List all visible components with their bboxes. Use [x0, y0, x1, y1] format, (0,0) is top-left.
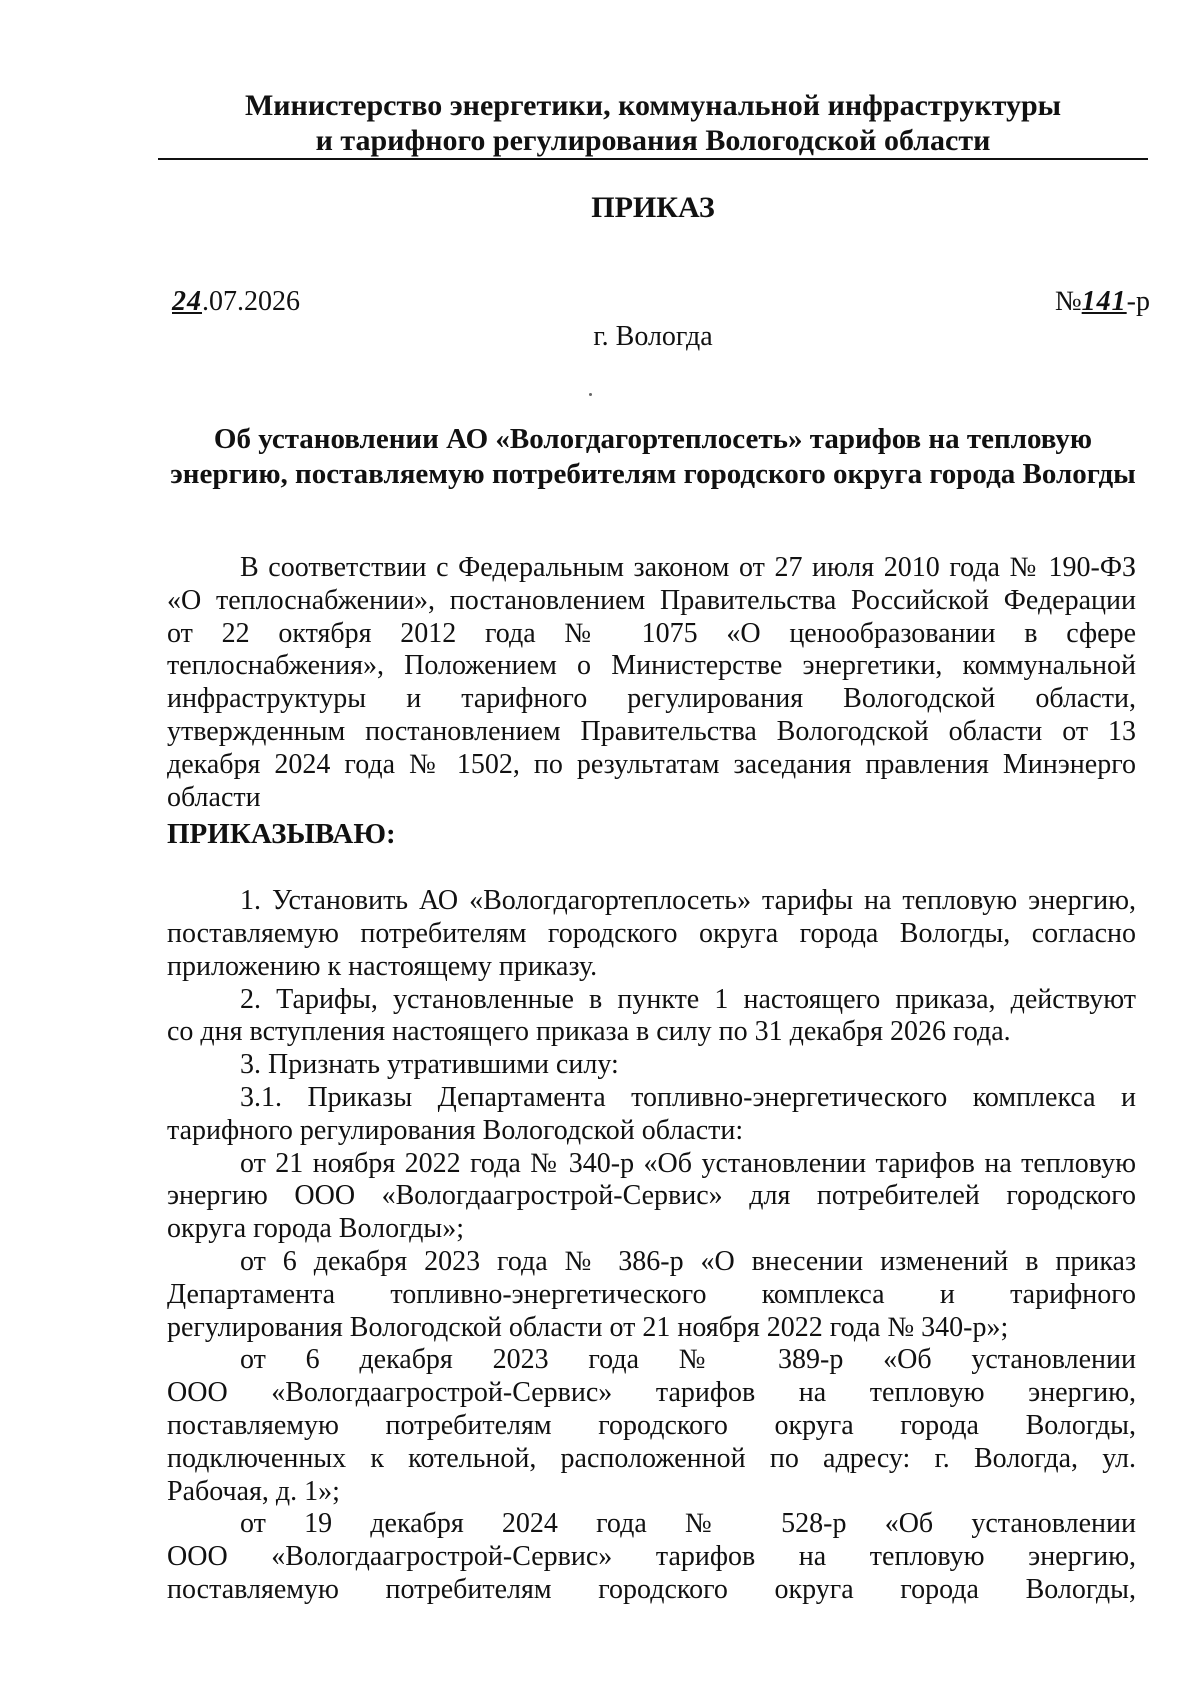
preamble-line-4: теплоснабжения», Положением о Министерстве энергетики, коммунальной — [167, 650, 1136, 682]
item-a-line-1: от 21 ноября 2022 года № 340-р «Об установлении тарифов на тепловую — [240, 1147, 1136, 1179]
ministry-name-line-1: Министерство энергетики, коммунальной инфраструктуры — [244, 89, 1062, 122]
item-d-line-3: поставляемую потребителям городского округа города Вологды, — [167, 1573, 1136, 1605]
preamble-line-5: инфраструктуры и тарифного регулирования Вологодской области, — [167, 683, 1136, 715]
number-sign: № — [1054, 286, 1082, 317]
clause-1-line-3: приложению к настоящему приказу. — [167, 950, 598, 982]
preamble-line-8: области — [167, 781, 261, 813]
clause-3: 3. Признать утратившими силу: — [240, 1049, 619, 1081]
item-d-line-1: от 19 декабря 2024 года № 528-р «Об установлении — [240, 1508, 1136, 1540]
clause-3-1-line-2: тарифного регулирования Вологодской области: — [167, 1114, 744, 1146]
document-number — [950, 285, 1150, 319]
document-date — [172, 285, 300, 319]
ministry-name — [158, 88, 1148, 158]
document-type: ПРИКАЗ — [591, 191, 715, 224]
document-subject — [158, 422, 1148, 492]
item-c-line-3: поставляемую потребителям городского округа города Вологды, — [167, 1409, 1136, 1441]
preamble-line-7: декабря 2024 года № 1502, по результатам заседания правления Минэнерго — [167, 748, 1136, 780]
ministry-name-line-2: и тарифного регулирования Вологодской области — [315, 124, 991, 157]
subject-line-2: энергию, поставляемую потребителям городского округа города Вологды — [170, 458, 1136, 490]
clause-3-1-line-1: 3.1. Приказы Департамента топливно-энергетического комплекса и — [240, 1081, 1136, 1113]
number-handwritten: 141 — [1081, 286, 1127, 317]
item-b-line-2: Департамента топливно-энергетического комплекса и тарифного — [167, 1278, 1136, 1310]
document-city: г. Вологда — [593, 321, 713, 352]
date-day-handwritten: 24 — [172, 286, 202, 317]
preamble-line-6: утвержденным постановлением Правительства Вологодской области от 13 — [167, 715, 1136, 747]
header-divider — [158, 158, 1148, 160]
document-body — [167, 552, 1136, 1607]
item-d-line-2: ООО «Вологдаагрострой-Сервис» тарифов на тепловую энергию, — [167, 1541, 1136, 1573]
item-c-line-2: ООО «Вологдаагрострой-Сервис» тарифов на тепловую энергию, — [167, 1377, 1136, 1409]
stray-mark — [589, 393, 592, 396]
clause-2-line-2: со дня вступления настоящего приказа в силу по 31 декабря 2026 года. — [167, 1016, 1011, 1048]
clause-2-line-1: 2. Тарифы, установленные в пункте 1 настоящего приказа, действуют — [240, 983, 1136, 1015]
item-c-line-4: подключенных к котельной, расположенной по адресу: г. Вологда, ул. — [167, 1442, 1136, 1474]
item-a-line-2: энергию ООО «Вологдаагрострой-Сервис» для потребителей городского — [167, 1180, 1136, 1212]
item-b-line-1: от 6 декабря 2023 года № 386-р «О внесении изменений в приказ — [240, 1245, 1136, 1277]
subject-line-1: Об установлении АО «Вологдагортеплосеть» тарифов на тепловую — [213, 423, 1093, 455]
order-heading: ПРИКАЗЫВАЮ: — [167, 818, 396, 851]
item-c-line-1: от 6 декабря 2023 года № 389-р «Об установлении — [240, 1344, 1136, 1376]
preamble-line-1: В соответствии с Федеральным законом от 27 июля 2010 года № 190-ФЗ — [240, 552, 1136, 583]
preamble-line-3: от 22 октября 2012 года № 1075 «О ценообразовании в сфере — [167, 617, 1136, 649]
preamble-line-2: «О теплоснабжении», постановлением Правительства Российской Федерации — [167, 584, 1136, 616]
date-month-year: .07.2026 — [202, 286, 300, 317]
item-c-line-5: Рабочая, д. 1»; — [167, 1475, 340, 1507]
item-b-line-3: регулирования Вологодской области от 21 ноября 2022 года № 340-р»; — [167, 1311, 1009, 1343]
clause-1-line-1: 1. Установить АО «Вологдагортеплосеть» тарифы на тепловую энергию, — [240, 885, 1136, 917]
number-suffix: -р — [1126, 286, 1150, 317]
clause-1-line-2: поставляемую потребителям городского округа города Вологды, согласно — [167, 917, 1136, 949]
item-a-line-3: округа города Вологды»; — [167, 1213, 465, 1245]
